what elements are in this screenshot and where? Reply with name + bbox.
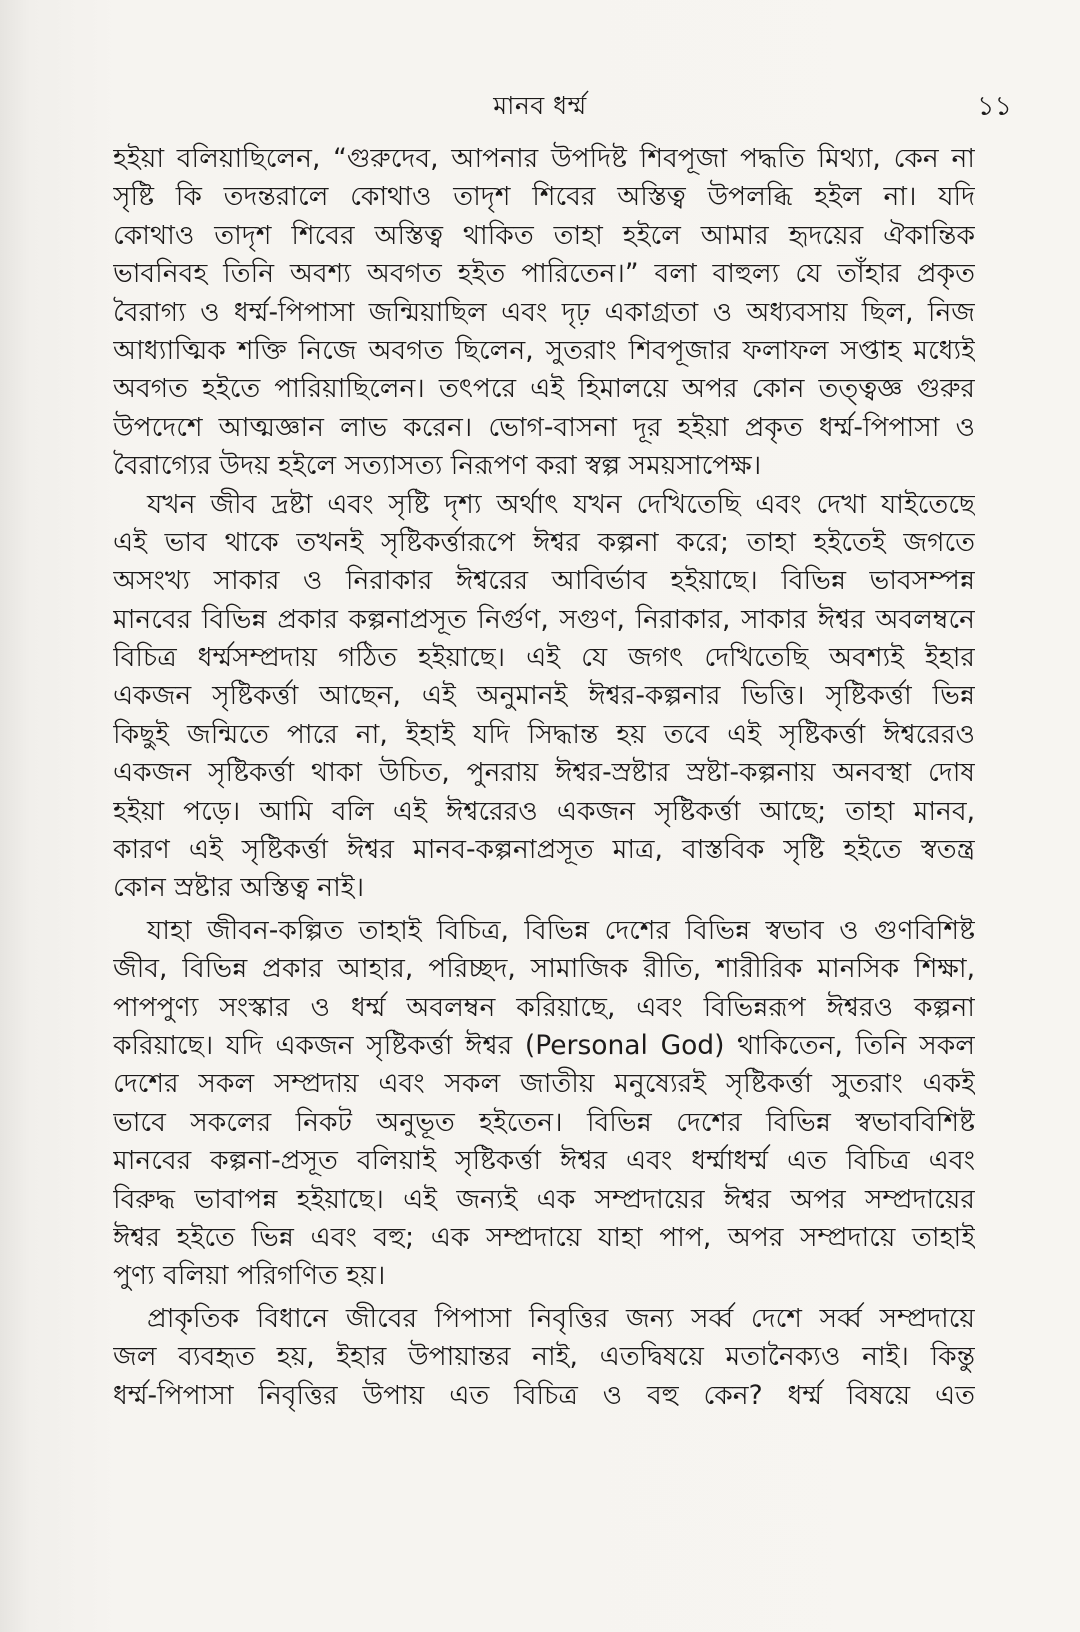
text-line: প্রাকৃতিক বিধানে জীবের পিপাসা নিবৃত্তির জন্য সর্ব্ব দেশে সর্ব্ব সম্প্রদায়ে [147, 1302, 975, 1334]
text-line: যখন জীব দ্রষ্টা এবং সৃষ্টি দৃশ্য অর্থাৎ যখন দেখিতেছি এবং দেখা যাইতেছে [147, 488, 975, 520]
text-line: অবগত হইতে পারিয়াছিলেন। তৎপরে এই হিমালয়ে অপর কোন তত্ত্বজ্ঞ গুরুর [113, 373, 975, 405]
text-line: দেশের সকল সম্প্রদায় এবং সকল জাতীয় মনুষ্যেরই সৃষ্টিকর্ত্তা সুতরাং একই [113, 1068, 975, 1100]
text-line: করিয়াছে। যদি একজন সৃষ্টিকর্ত্তা ঈশ্বর (Personal God) থাকিতেন, তিনি সকল [113, 1029, 975, 1061]
page-number: ১১ [976, 91, 1012, 122]
text-line: জল ব্যবহৃত হয়, ইহার উপায়ান্তর নাই, এতদ্বিষয়ে মতানৈক্যও নাই। কিন্তু [113, 1341, 975, 1373]
text-line: সৃষ্টি কি তদন্তরালে কোথাও তাদৃশ শিবের অস্তিত্ব উপলব্ধি হইল না। যদি [113, 181, 975, 213]
text-line: বিরুদ্ধ ভাবাপন্ন হইয়াছে। এই জন্যই এক সম্প্রদায়ের ঈশ্বর অপর সম্প্রদায়ের [113, 1183, 975, 1215]
text-line: কোথাও তাদৃশ শিবের অস্তিত্ব থাকিত তাহা হইলে আমার হৃদয়ের ঐকান্তিক [113, 219, 975, 251]
text-line: ভাবে সকলের নিকট অনুভূত হইতেন। বিভিন্ন দেশের বিভিন্ন স্বভাববিশিষ্ট [113, 1106, 975, 1138]
text-line: হইয়া পড়ে। আমি বলি এই ঈশ্বরেরও একজন সৃষ্টিকর্ত্তা আছে; তাহা মানব, [113, 795, 975, 827]
text-line: কারণ এই সৃষ্টিকর্ত্তা ঈশ্বর মানব-কল্পনাপ্রসূত মাত্র, বাস্তবিক সৃষ্টি হইতে স্বতন্ত্র [113, 834, 975, 866]
text-line: মানবের বিভিন্ন প্রকার কল্পনাপ্রসূত নির্গুণ, সগুণ, নিরাকার, সাকার ঈশ্বর অবলম্বনে [113, 603, 975, 635]
text-line: বৈরাগ্য ও ধর্ম্ম-পিপাসা জন্মিয়াছিল এবং দৃঢ় একাগ্রতা ও অধ্যবসায় ছিল, নিজ [113, 296, 975, 328]
paragraph [113, 1300, 975, 1415]
running-header [0, 86, 1080, 126]
text-line: যাহা জীবন-কল্পিত তাহাই বিচিত্র, বিভিন্ন দেশের বিভিন্ন স্বভাব ও গুণবিশিষ্ট [147, 914, 975, 946]
text-line: অসংখ্য সাকার ও নিরাকার ঈশ্বরের আবির্ভাব হইয়াছে। বিভিন্ন ভাবসম্পন্ন [113, 565, 975, 597]
paragraph [113, 140, 975, 486]
text-line: ধর্ম্ম-পিপাসা নিবৃত্তির উপায় এত বিচিত্র ও বহু কেন? ধর্ম্ম বিষয়ে এত [113, 1379, 975, 1411]
paragraph [113, 486, 975, 908]
text-line: জীব, বিভিন্ন প্রকার আহার, পরিচ্ছদ, সামাজিক রীতি, শারীরিক মানসিক শিক্ষা, [113, 953, 975, 985]
text-line: ঈশ্বর হইতে ভিন্ন এবং বহু; এক সম্প্রদায়ে যাহা পাপ, অপর সম্প্রদায়ে তাহাই [113, 1221, 975, 1253]
text-line: এই ভাব থাকে তখনই সৃষ্টিকর্ত্তারূপে ঈশ্বর কল্পনা করে; তাহা হইতেই জগতে [113, 526, 975, 558]
text-line: বৈরাগ্যের উদয় হইলে সত্যাসত্য নিরূপণ করা স্বল্প সময়সাপেক্ষ। [113, 450, 762, 482]
body-text [113, 140, 975, 1415]
text-line: পাপপুণ্য সংস্কার ও ধর্ম্ম অবলম্বন করিয়াছে, এবং বিভিন্নরূপ ঈশ্বরও কল্পনা [113, 991, 975, 1023]
text-line: মানবের কল্পনা-প্রসূত বলিয়াই সৃষ্টিকর্ত্তা ঈশ্বর এবং ধর্ম্মাধর্ম্ম এত বিচিত্র এবং [113, 1145, 975, 1177]
text-line: পুণ্য বলিয়া পরিগণিত হয়। [113, 1260, 386, 1292]
text-line: হইয়া বলিয়াছিলেন, “গুরুদেব, আপনার উপদিষ্ট শিবপূজা পদ্ধতি মিথ্যা, কেন না [113, 143, 975, 174]
text-line: একজন সৃষ্টিকর্ত্তা থাকা উচিত, পুনরায় ঈশ্বর-স্রষ্টার স্রষ্টা-কল্পনায় অনবস্থা দোষ [113, 757, 975, 789]
text-line: আধ্যাত্মিক শক্তি নিজে অবগত ছিলেন, সুতরাং শিবপূজার ফলাফল সপ্তাহ মধ্যেই [113, 334, 975, 366]
text-line: বিচিত্র ধর্ম্মসম্প্রদায় গঠিত হইয়াছে। এই যে জগৎ দেখিতেছি অবশ্যই ইহার [113, 642, 975, 674]
text-line: কোন স্রষ্টার অস্তিত্ব নাই। [113, 872, 365, 904]
text-line: উপদেশে আত্মজ্ঞান লাভ করেন। ভোগ-বাসনা দূর হইয়া প্রকৃত ধর্ম্ম-পিপাসা ও [113, 411, 975, 443]
running-title: মানব ধর্ম্ম [493, 91, 587, 120]
text-line: ভাবনিবহ তিনি অবশ্য অবগত হইত পারিতেন।” বলা বাহুল্য যে তাঁহার প্রকৃত [113, 258, 975, 290]
paragraph [113, 912, 975, 1296]
text-line: কিছুই জন্মিতে পারে না, ইহাই যদি সিদ্ধান্ত হয় তবে এই সৃষ্টিকর্ত্তা ঈশ্বরেরও [113, 718, 975, 750]
text-line: একজন সৃষ্টিকর্ত্তা আছেন, এই অনুমানই ঈশ্বর-কল্পনার ভিত্তি। সৃষ্টিকর্ত্তা ভিন্ন [113, 680, 975, 712]
